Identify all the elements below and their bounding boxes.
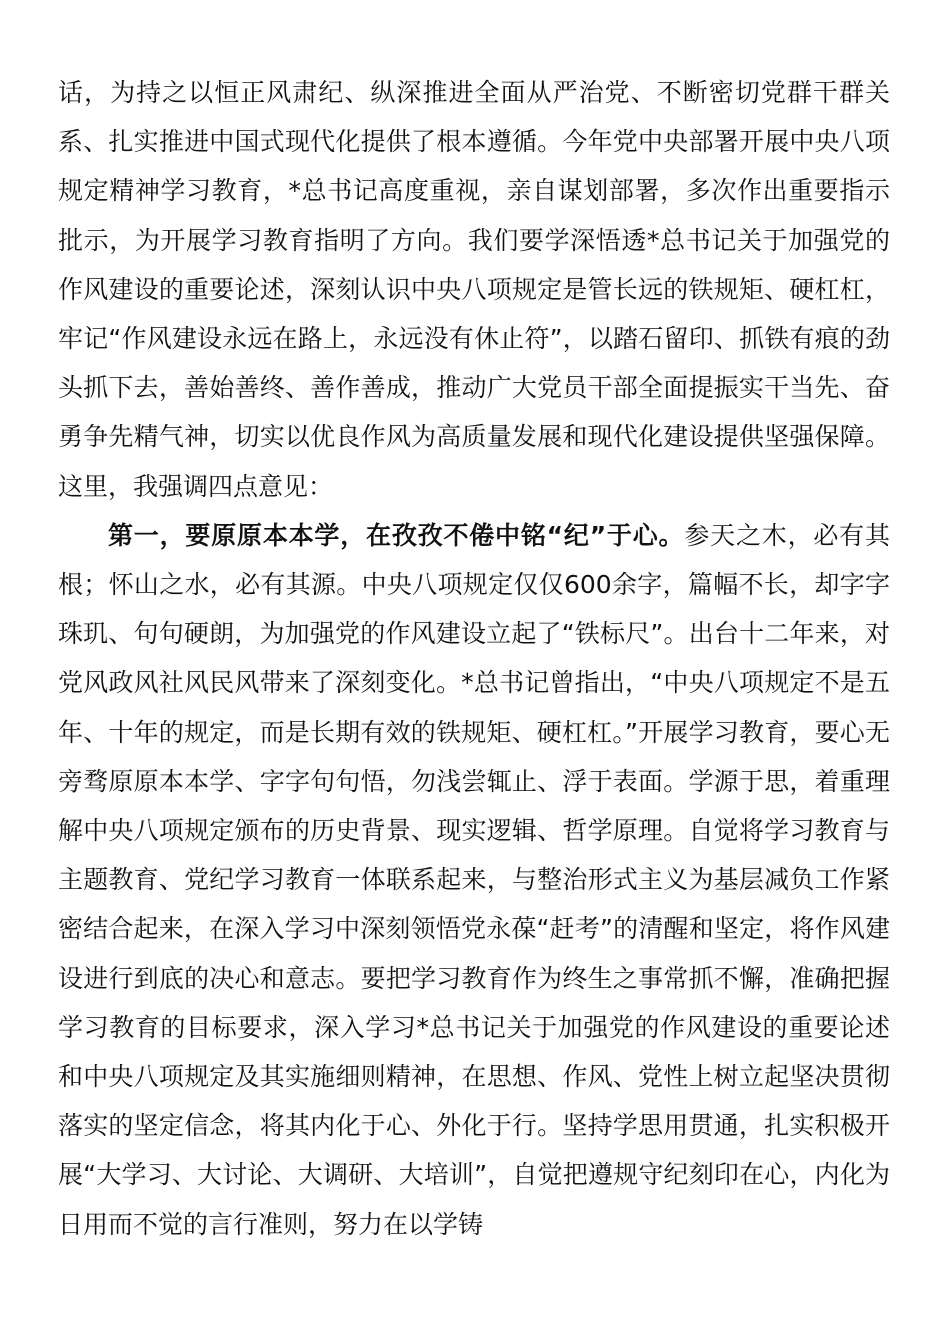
paragraph-section-one xyxy=(58,511,890,1249)
paragraph-intro xyxy=(58,68,890,511)
section-one-heading: 第一，要原原本本学，在孜孜不倦中铭“纪”于心。 xyxy=(108,520,685,550)
section-one-text: 参天之木，必有其根；怀山之水，必有其源。中央八项规定仅仅600余字，篇幅不长，却字字珠玑、句句硬朗，为加强党的作风建设立起了“铁标尺”。出台十二年来，对党风政风社风民风带来了深刻变化。*总书记曾指出，“中央八项规定不是五年、十年的规定，而是长期有效的铁规矩、硬杠杠。”开展学习教育，要心无旁骛原原本本学、字字句句悟，勿浅尝辄止、浮于表面。学源于思，着重理解中央八项规定颁布的历史背景、现实逻辑、哲学原理。自觉将学习教育与主题教育、党纪学习教育一体联系起来，与整治形式主义为基层减负工作紧密结合起来，在深入学习中深刻领悟党永葆“赶考”的清醒和坚定，将作风建设进行到底的决心和意志。要把学习教育作为终生之事常抓不懈，准确把握学习教育的目标要求，深入学习*总书记关于加强党的作风建设的重要论述和中央八项规定及其实施细则精神，在思想、作风、党性上树立起坚决贯彻落实的坚定信念，将其内化于心、外化于行。坚持学思用贯通，扎实积极开展“大学习、大讨论、大调研、大培训”，自觉把遵规守纪刻印在心，内化为日用而不觉的言行准则，努力在以学铸 xyxy=(58,520,890,1239)
document-body xyxy=(58,68,890,1249)
paragraph-intro-text: 话，为持之以恒正风肃纪、纵深推进全面从严治党、不断密切党群干群关系、扎实推进中国式现代化提供了根本遵循。今年党中央部署开展中央八项规定精神学习教育，*总书记高度重视，亲自谋划部署，多次作出重要指示批示，为开展学习教育指明了方向。我们要学深悟透*总书记关于加强党的作风建设的重要论述，深刻认识中央八项规定是管长远的铁规矩、硬杠杠，牢记“作风建设永远在路上，永远没有休止符”，以踏石留印、抓铁有痕的劲头抓下去，善始善终、善作善成，推动广大党员干部全面提振实干当先、奋勇争先精气神，切实以优良作风为高质量发展和现代化建设提供坚强保障。这里，我强调四点意见： xyxy=(58,78,890,501)
